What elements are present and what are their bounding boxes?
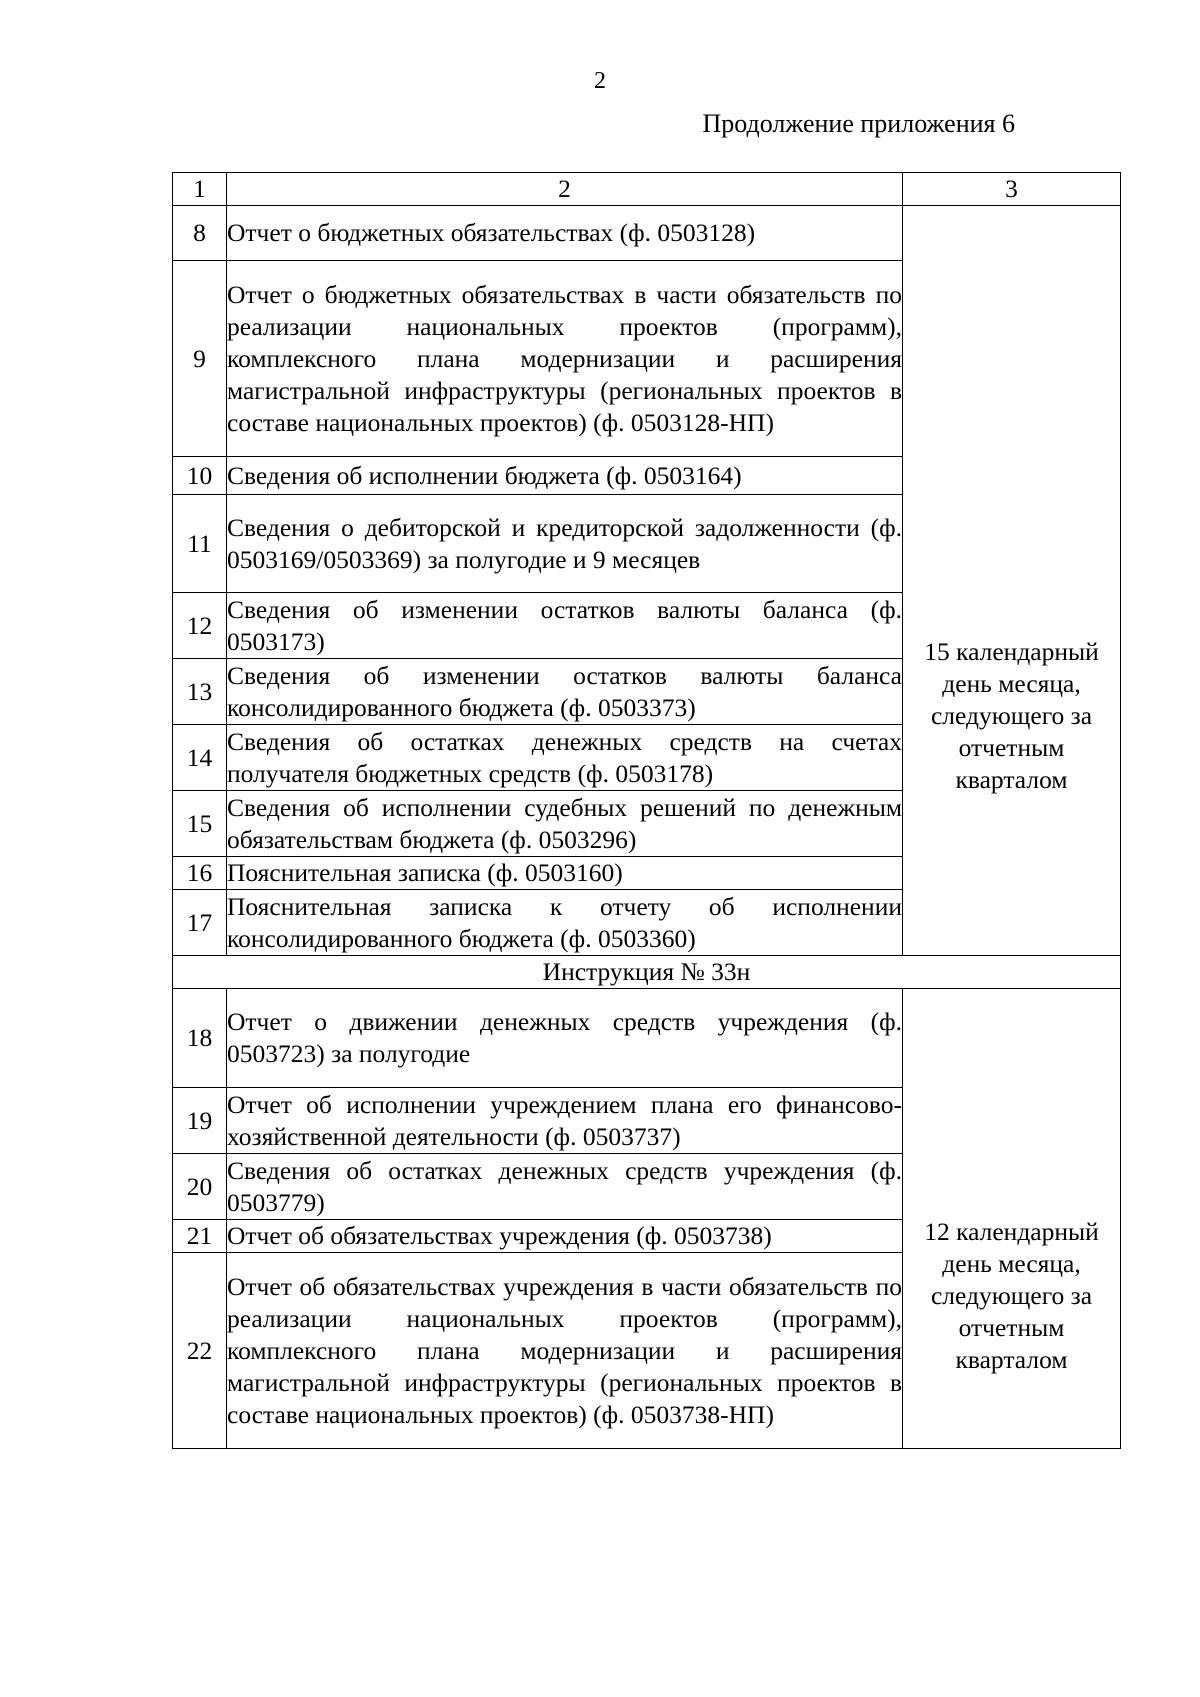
table-row	[173, 989, 1121, 1088]
row-number: 22	[173, 1253, 227, 1449]
page-number: 2	[594, 68, 606, 94]
report-name: Сведения об изменении остатков валюты баланса (ф. 0503173)	[227, 593, 903, 659]
report-name: Сведения об остатках денежных средств учреждения (ф. 0503779)	[227, 1154, 903, 1220]
column-header-1: 1	[173, 173, 227, 206]
reports-table	[172, 172, 1121, 1449]
row-number: 21	[173, 1220, 227, 1253]
deadline-text: 12 календарный день месяца, следующего за отчетным кварталом	[924, 1217, 1099, 1374]
report-name: Отчет о бюджетных обязательствах (ф. 0503128)	[227, 206, 903, 261]
section-title: Инструкция № 33н	[173, 956, 1121, 989]
report-name: Сведения о дебиторской и кредиторской задолженности (ф. 0503169/0503369) за полугодие и 9 месяцев	[227, 495, 903, 593]
table-row	[173, 206, 1121, 261]
column-header-2: 2	[227, 173, 903, 206]
report-name: Отчет об обязательствах учреждения (ф. 0503738)	[227, 1220, 903, 1253]
report-name: Сведения об исполнении бюджета (ф. 0503164)	[227, 457, 903, 495]
row-number: 16	[173, 857, 227, 890]
row-number: 11	[173, 495, 227, 593]
report-name: Пояснительная записка (ф. 0503160)	[227, 857, 903, 890]
deadline-cell	[903, 989, 1121, 1449]
report-name: Отчет о бюджетных обязательствах в части обязательств по реализации национальных проектов (программ), комплексного плана модернизации и расширения магистральной инфраструктуры (региональных проектов в составе национальных проектов) (ф. 0503128-НП)	[227, 261, 903, 457]
row-number: 20	[173, 1154, 227, 1220]
row-number: 19	[173, 1088, 227, 1154]
report-name: Сведения об исполнении судебных решений по денежным обязательствам бюджета (ф. 0503296)	[227, 791, 903, 857]
row-number: 8	[173, 206, 227, 261]
row-number: 15	[173, 791, 227, 857]
row-number: 9	[173, 261, 227, 457]
row-number: 10	[173, 457, 227, 495]
deadline-text: 15 календарный день месяца, следующего за отчетным кварталом	[924, 636, 1099, 794]
report-name: Отчет о движении денежных средств учреждения (ф. 0503723) за полугодие	[227, 989, 903, 1088]
report-name: Отчет об обязательствах учреждения в части обязательств по реализации национальных проектов (программ), комплексного плана модернизации и расширения магистральной инфраструктуры (региональных проектов в составе национальных проектов) (ф. 0503738-НП)	[227, 1253, 903, 1449]
row-number: 14	[173, 725, 227, 791]
deadline-cell	[903, 206, 1121, 956]
report-name: Пояснительная записка к отчету об исполнении консолидированного бюджета (ф. 0503360)	[227, 890, 903, 956]
report-name: Сведения об изменении остатков валюты баланса консолидированного бюджета (ф. 0503373)	[227, 659, 903, 725]
row-number: 12	[173, 593, 227, 659]
appendix-continuation-label: Продолжение приложения 6	[702, 109, 1015, 138]
row-number: 13	[173, 659, 227, 725]
row-number: 17	[173, 890, 227, 956]
column-header-3: 3	[903, 173, 1121, 206]
report-name: Отчет об исполнении учреждением плана его финансово-хозяйственной деятельности (ф. 0503737)	[227, 1088, 903, 1154]
section-row	[173, 956, 1121, 989]
report-name: Сведения об остатках денежных средств на счетах получателя бюджетных средств (ф. 0503178)	[227, 725, 903, 791]
table-header-row	[173, 173, 1121, 206]
row-number: 18	[173, 989, 227, 1088]
